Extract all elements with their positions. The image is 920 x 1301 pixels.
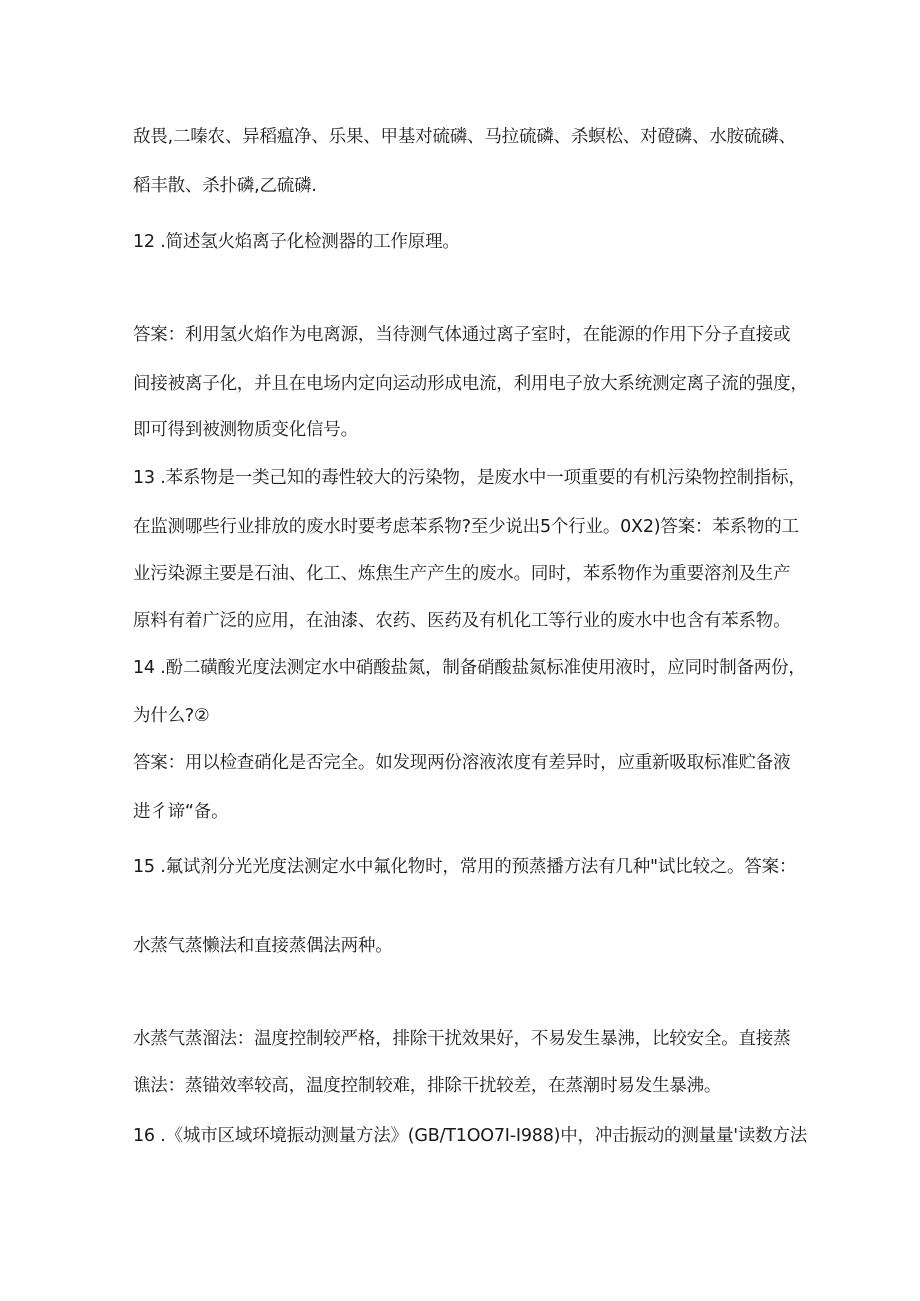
answer-12-line-3: 即可得到被测物质变化信号。 xyxy=(133,420,358,440)
question-14-line-1: 14 .酚二磺酸光度法测定水中硝酸盐氮，制备硝酸盐氮标准使用液时，应同时制备两份， xyxy=(133,658,806,678)
question-13-line-2: 在监测哪些行业排放的废水时要考虑苯系物?至少说出5个行业。0X2)答案：苯系物的工 xyxy=(133,517,799,537)
question-15: 15 .氟试剂分光光度法测定水中氟化物时，常用的预蒸播方法有几种"试比较之。答案： xyxy=(133,857,797,877)
question-16: 16 .《城市区域环境振动测量方法》(GB/T1OO7I-I988)中，冲击振动的测量量'读数方法 xyxy=(133,1126,808,1146)
answer-14-line-2: 进彳谛“备。 xyxy=(133,802,229,822)
text-line-2: 稻丰散、杀扑磷,乙硫磷. xyxy=(133,176,317,196)
answer-15-line-2: 水蒸气蒸溜法：温度控制较严格，排除干扰效果好，不易发生暴沸，比较安全。直接蒸 xyxy=(133,1029,791,1049)
answer-15-line-1: 水蒸气蒸懒法和直接蒸偶法两种。 xyxy=(133,936,393,956)
text-line-1: 敌畏,二嗪农、异稻瘟净、乐果、甲基对硫磷、马拉硫磷、杀螟松、对磴磷、水胺硫磷、 xyxy=(133,127,796,147)
answer-13-line-2: 原料有着广泛的应用，在油漆、农药、医药及有机化工等行业的废水中也含有苯系物。 xyxy=(133,611,791,631)
answer-12-line-1: 答案：利用氢火焰作为电离源，当待测气体通过离子室时，在能源的作用下分子直接或 xyxy=(133,325,791,345)
answer-15-line-3: 谯法：蒸锚效率较高，温度控制较难，排除干扰较差，在蒸潮时易发生暴沸。 xyxy=(133,1076,722,1096)
question-13-line-1: 13 .苯系物是一类己知的毒性较大的污染物，是废水中一项重要的有机污染物控制指标， xyxy=(133,468,806,488)
question-14-line-2: 为什么?② xyxy=(133,706,210,726)
question-12: 12 .简述氢火焰离子化检测器的工作原理。 xyxy=(133,232,460,252)
answer-14-line-1: 答案：用以检查硝化是否完全。如发现两份溶液浓度有差异时，应重新吸取标准贮备液 xyxy=(133,753,791,773)
answer-13-line-1: 业污染源主要是石油、化工、炼焦生产产生的废水。同时，苯系物作为重要溶剂及生产 xyxy=(133,564,791,584)
answer-12-line-2: 间接被离子化，并且在电场内定向运动形成电流，利用电子放大系统测定离子流的强度， xyxy=(133,374,808,394)
